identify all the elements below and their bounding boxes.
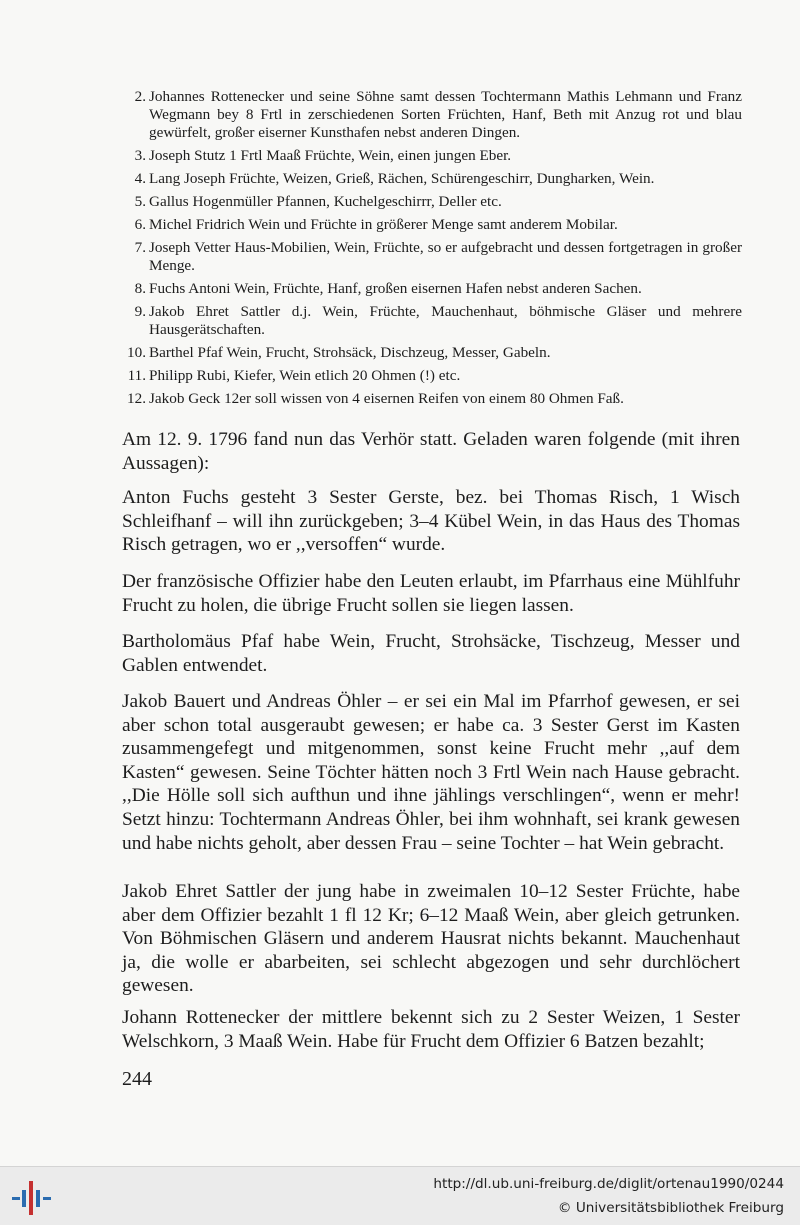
paragraph: Bartholomäus Pfaf habe Wein, Frucht, Strohsäcke, Tischzeug, Messer und Gablen entwendet. [122,631,740,676]
paragraph: Jakob Bauert und Andreas Öhler – er sei ein Mal im Pfarrhof gewesen, er sei aber schon total ausgeraubt gewesen; er habe ca. 3 Sester Gerst im Kasten zusammengefegt und mitgenommen, sonst keine Frucht mehr ,,auf dem Kasten“ gewesen. Seine Töchter hätten noch 3 Frtl Wein nach Hause gebracht. ,,Die Hölle soll sich aufthun und ihne jählings verschlingen“, wenn er mehr! Setzt hinzu: Tochtermann Andreas Öhler, bei ihm wohnhaft, sei krank gewesen und habe nichts geholt, aber dessen Frau – seine Tochter – hat Wein gebracht. [122,691,740,854]
footer-bar [0,1166,800,1225]
list-item [120,216,742,234]
paragraph: Der französische Offizier habe den Leuten erlaubt, im Pfarrhaus eine Mühlfuhr Frucht zu holen, die übrige Frucht sollen sie liegen lassen. [122,571,740,616]
numbered-list [120,88,742,413]
document-url-link[interactable]: http://dl.ub.uni-freiburg.de/diglit/ortenau1990/0244 [433,1176,784,1192]
list-item-number: 8. [134,280,146,297]
list-item [120,193,742,211]
list-item [120,390,742,408]
list-item [120,367,742,385]
list-item-text: Jakob Geck 12er soll wissen von 4 eisernen Reifen von einem 80 Ohmen Faß. [149,390,624,407]
list-item-number: 6. [134,216,146,233]
list-item-text: Jakob Ehret Sattler d.j. Wein, Früchte, Mauchenhaut, böhmische Gläser und mehrere Hausgerätschaften. [149,303,742,338]
list-item-number: 12. [127,390,146,407]
list-item-text: Lang Joseph Früchte, Weizen, Grieß, Rächen, Schürengeschirr, Dungharken, Wein. [149,170,655,187]
list-item [120,170,742,188]
list-item-number: 3. [134,147,146,164]
list-item [120,344,742,362]
paragraph: Anton Fuchs gesteht 3 Sester Gerste, bez. bei Thomas Risch, 1 Wisch Schleifhanf – will ihn zurückgeben; 3–4 Kübel Wein, in das Haus des Thomas Risch getragen, wo er ,,versoffen“ wurde. [122,487,740,556]
list-item-text: Joseph Stutz 1 Frtl Maaß Früchte, Wein, einen jungen Eber. [149,147,512,164]
list-item-number: 5. [134,193,146,210]
list-item-text: Philipp Rubi, Kiefer, Wein etlich 20 Ohmen (!) etc. [149,367,461,384]
list-item-text: Johannes Rottenecker und seine Söhne samt dessen Tochtermann Mathis Lehmann und Franz Wegmann bey 8 Frtl in zerschiedenen Sorten Früchten, Hanf, Beth mit Anzug rot und blau gewürfelt, großer eiserner Kunsthafen nebst anderen Dingen. [149,88,742,141]
list-item-text: Michel Fridrich Wein und Früchte in größerer Menge samt anderem Mobilar. [149,216,618,233]
list-item-number: 7. [134,239,146,256]
copyright-notice: © Universitätsbibliothek Freiburg [557,1200,784,1216]
list-item-text: Barthel Pfaf Wein, Frucht, Strohsäck, Dischzeug, Messer, Gabeln. [149,344,551,361]
list-item [120,303,742,339]
list-item [120,147,742,165]
list-item-number: 2. [134,88,146,105]
list-item-number: 10. [127,344,146,361]
list-item-text: Joseph Vetter Haus-Mobilien, Wein, Früchte, so er aufgebracht und dessen fortgetragen in großer Menge. [149,239,742,274]
list-item [120,88,742,142]
list-item [120,280,742,298]
library-logo-icon [12,1177,52,1217]
list-item-text: Fuchs Antoni Wein, Früchte, Hanf, großen eisernen Hafen nebst anderen Sachen. [149,280,642,297]
list-item [120,239,742,275]
list-item-number: 4. [134,170,146,187]
page-number: 244 [122,1068,152,1090]
list-item-text: Gallus Hogenmüller Pfannen, Kuchelgeschirrr, Deller etc. [149,193,502,210]
paragraph: Am 12. 9. 1796 fand nun das Verhör statt. Geladen waren folgende (mit ihren Aussagen): [122,429,740,474]
list-item-number: 9. [134,303,146,320]
list-item-number: 11. [127,367,146,384]
paragraph: Jakob Ehret Sattler der jung habe in zweimalen 10–12 Sester Früchte, habe aber dem Offizier bezahlt 1 fl 12 Kr; 6–12 Maaß Wein, aber gleich getrunken. Von Böhmischen Gläsern und anderem Hausrat nichts bekannt. Mauchenhaut ja, die wolle er abarbeiten, sei schlecht abgezogen und sehr durchlöchert gewesen. [122,881,740,997]
paragraph: Johann Rottenecker der mittlere bekennt sich zu 2 Sester Weizen, 1 Sester Welschkorn, 3 Maaß Wein. Habe für Frucht dem Offizier 6 Batzen bezahlt; [122,1007,740,1052]
